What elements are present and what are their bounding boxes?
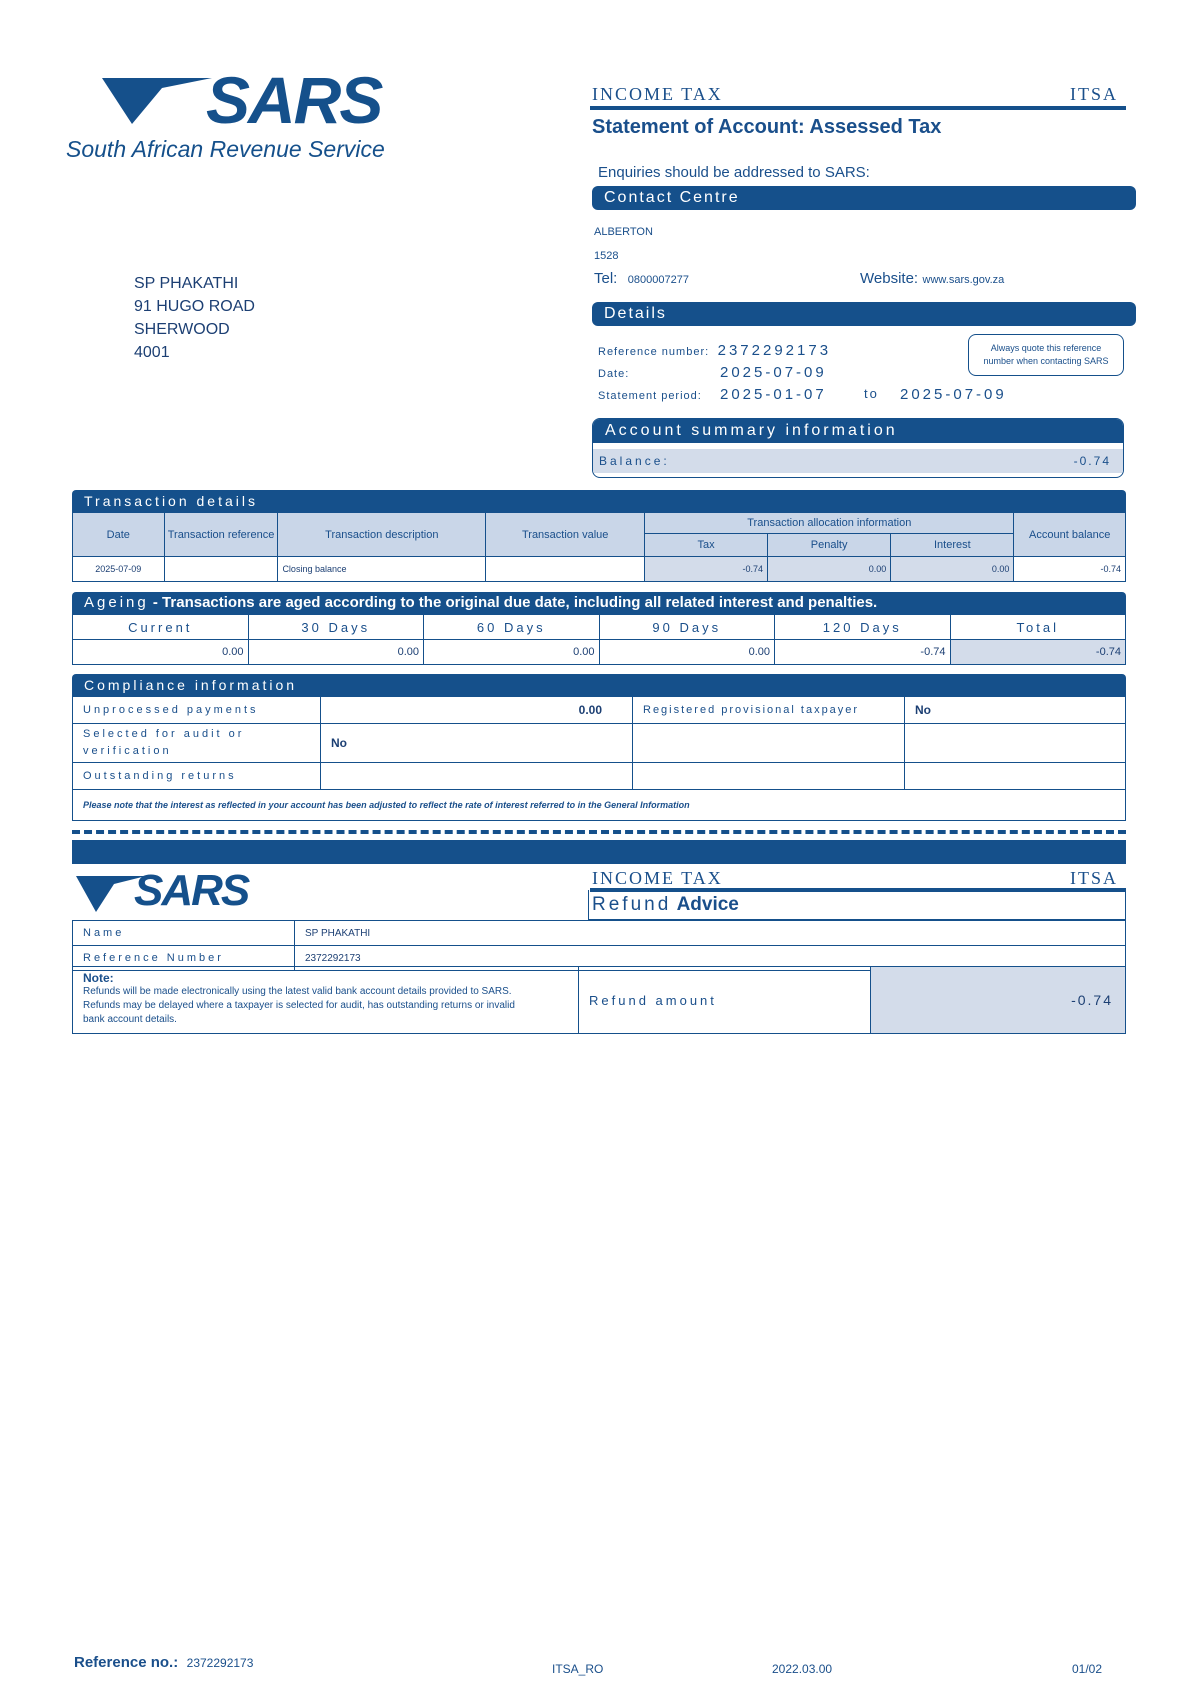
account-summary-box xyxy=(592,418,1124,478)
empty-cell xyxy=(633,724,905,763)
refund-name-row xyxy=(73,921,1126,946)
account-summary-heading: Account summary information xyxy=(605,422,898,439)
website-label: Website: xyxy=(860,270,919,287)
address-name: SP PHAKATHI xyxy=(134,275,239,292)
page-title: Statement of Account: Assessed Tax xyxy=(592,116,942,138)
refund-note-title: Note: xyxy=(83,971,114,985)
refund-name-value: SP PHAKATHI xyxy=(295,921,1126,946)
details-bar xyxy=(592,302,1136,326)
sars-swoosh-icon xyxy=(102,74,212,134)
compliance-row-1 xyxy=(73,697,1126,724)
compliance-table xyxy=(72,696,1126,821)
transaction-details-bar xyxy=(72,490,1126,512)
compliance-note-row xyxy=(73,790,1126,821)
refund-title-box xyxy=(588,890,1126,920)
row-interest: 0.00 xyxy=(891,557,1014,582)
ageing-30: 0.00 xyxy=(248,640,424,665)
refund-title-prefix: Refund xyxy=(592,894,672,915)
refund-table xyxy=(72,920,1126,971)
audit-value: No xyxy=(321,724,633,763)
ageing-120: -0.74 xyxy=(775,640,951,665)
period-row xyxy=(598,386,1048,404)
col-balance: Account balance xyxy=(1014,513,1126,557)
unprocessed-label: Unprocessed payments xyxy=(73,697,321,724)
refund-ref-label: Reference Number xyxy=(73,946,295,971)
contact-centre-bar xyxy=(592,186,1136,210)
footer-ref-value: 2372292173 xyxy=(186,1656,254,1670)
contact-postal-code: 1528 xyxy=(594,250,619,262)
row-tax: -0.74 xyxy=(645,557,768,582)
ageing-col-120: 120 Days xyxy=(775,615,951,640)
logo-tagline: South African Revenue Service xyxy=(66,136,385,162)
col-penalty: Penalty xyxy=(768,534,891,557)
refund-logo xyxy=(76,866,276,918)
compliance-bar xyxy=(72,674,1126,696)
footer-page: 01/02 xyxy=(1072,1662,1103,1676)
ageing-col-60: 60 Days xyxy=(424,615,600,640)
row-penalty: 0.00 xyxy=(768,557,891,582)
period-to-label: to xyxy=(864,386,879,401)
refund-top-bar xyxy=(72,840,1126,864)
col-description: Transaction description xyxy=(278,513,486,557)
balance-label: Balance: xyxy=(599,454,670,468)
form-code: ITSA xyxy=(1070,84,1118,104)
address-line1: 91 HUGO ROAD xyxy=(134,298,255,315)
empty-cell xyxy=(905,763,1126,790)
col-interest: Interest xyxy=(891,534,1014,557)
ageing-60: 0.00 xyxy=(424,640,600,665)
refund-amount-value: -0.74 xyxy=(871,967,1126,1034)
col-reference: Transaction reference xyxy=(164,513,278,557)
transaction-table xyxy=(72,512,1126,582)
ageing-bar xyxy=(72,592,1126,614)
recipient-address xyxy=(134,272,255,364)
account-summary-bar xyxy=(593,419,1123,443)
refund-logo-wordmark: SARS xyxy=(134,866,249,915)
row-value xyxy=(486,557,645,582)
transaction-header-row xyxy=(73,513,1126,534)
provisional-value: No xyxy=(905,697,1126,724)
transaction-details-section xyxy=(72,490,1126,582)
col-value: Transaction value xyxy=(486,513,645,557)
refund-form-code: ITSA xyxy=(1070,868,1118,888)
ageing-heading-rest: - Transactions are aged according to the original due date, including all related interest and penalties. xyxy=(152,594,878,611)
contact-website xyxy=(860,270,1004,288)
period-from: 2025-01-07 xyxy=(720,386,827,403)
ageing-90: 0.00 xyxy=(599,640,775,665)
compliance-heading: Compliance information xyxy=(84,677,298,693)
refund-amount-table xyxy=(72,966,1126,1034)
contact-city: ALBERTON xyxy=(594,226,653,238)
compliance-section xyxy=(72,674,1126,821)
tel-label: Tel: xyxy=(594,270,618,287)
refund-note-cell xyxy=(73,967,579,1034)
address-line2: SHERWOOD xyxy=(134,321,230,338)
footer-version: 2022.03.00 xyxy=(772,1662,833,1676)
ageing-total: -0.74 xyxy=(950,640,1126,665)
reference-value: 2372292173 xyxy=(717,342,832,359)
tax-type: INCOME TAX xyxy=(592,84,723,104)
footer-reference xyxy=(74,1654,253,1672)
enquiries-text: Enquiries should be addressed to SARS: xyxy=(598,164,870,181)
ageing-col-90: 90 Days xyxy=(599,615,775,640)
reference-note-line2: number when contacting SARS xyxy=(983,356,1109,366)
transaction-details-heading: Transaction details xyxy=(84,493,258,509)
row-reference xyxy=(164,557,278,582)
refund-name-label: Name xyxy=(73,921,295,946)
address-code: 4001 xyxy=(134,344,170,361)
row-balance: -0.74 xyxy=(1014,557,1126,582)
refund-amount-label: Refund amount xyxy=(579,967,871,1034)
compliance-row-2 xyxy=(73,724,1126,763)
ageing-heading-prefix: Ageing xyxy=(84,594,149,611)
website-link[interactable]: www.sars.gov.za xyxy=(922,274,1005,286)
col-tax: Tax xyxy=(645,534,768,557)
date-row xyxy=(598,364,998,382)
provisional-label: Registered provisional taxpayer xyxy=(633,697,905,724)
audit-label: Selected for audit or verification xyxy=(73,724,321,763)
col-allocation: Transaction allocation information xyxy=(645,513,1014,534)
refund-title-rest: Advice xyxy=(676,894,739,915)
refund-note-text: Refunds will be made electronically using the latest valid bank account details provided to SARS. Refunds may be delayed where a taxpayer is selected for audit, has outstanding returns or invalid bank account details. xyxy=(83,986,515,1025)
period-label: Statement period: xyxy=(598,390,702,402)
ageing-header-row xyxy=(73,615,1126,640)
outstanding-label: Outstanding returns xyxy=(73,763,321,790)
logo-wordmark: SARS xyxy=(206,63,382,137)
balance-value: -0.74 xyxy=(1073,454,1111,468)
ageing-table xyxy=(72,614,1126,665)
table-row xyxy=(73,557,1126,582)
ageing-values-row xyxy=(73,640,1126,665)
tel-number: 0800007277 xyxy=(627,274,689,286)
footer-form: ITSA_RO xyxy=(552,1662,604,1676)
ageing-current: 0.00 xyxy=(73,640,249,665)
row-date: 2025-07-09 xyxy=(73,557,165,582)
outstanding-value xyxy=(321,763,633,790)
reference-note-box xyxy=(968,334,1124,376)
cut-line xyxy=(72,830,1126,834)
date-label: Date: xyxy=(598,368,630,380)
balance-row xyxy=(593,449,1123,473)
period-to: 2025-07-09 xyxy=(900,386,1007,403)
col-date: Date xyxy=(73,513,165,557)
empty-cell xyxy=(633,763,905,790)
footer-ref-label: Reference no.: xyxy=(74,1654,179,1671)
ageing-col-current: Current xyxy=(73,615,249,640)
refund-amount-row xyxy=(73,967,1126,1034)
refund-ref-value: 2372292173 xyxy=(295,946,1126,971)
contact-tel xyxy=(594,270,689,288)
header-rule xyxy=(590,106,1126,110)
refund-tax-type: INCOME TAX xyxy=(592,868,723,888)
sars-logo xyxy=(66,63,416,168)
ageing-section xyxy=(72,592,1126,665)
details-heading: Details xyxy=(604,305,667,322)
ageing-col-30: 30 Days xyxy=(248,615,424,640)
reference-label: Reference number: xyxy=(598,346,710,358)
unprocessed-value: 0.00 xyxy=(321,697,633,724)
compliance-row-3 xyxy=(73,763,1126,790)
date-value: 2025-07-09 xyxy=(720,364,827,381)
empty-cell xyxy=(905,724,1126,763)
ageing-col-total: Total xyxy=(950,615,1126,640)
reference-row xyxy=(598,342,831,360)
interest-note: Please note that the interest as reflected in your account has been adjusted to reflect the rate of interest referred to in the General Information xyxy=(73,790,1126,821)
contact-centre-heading: Contact Centre xyxy=(604,189,740,206)
reference-note-line1: Always quote this reference xyxy=(990,343,1102,353)
row-description: Closing balance xyxy=(278,557,486,582)
